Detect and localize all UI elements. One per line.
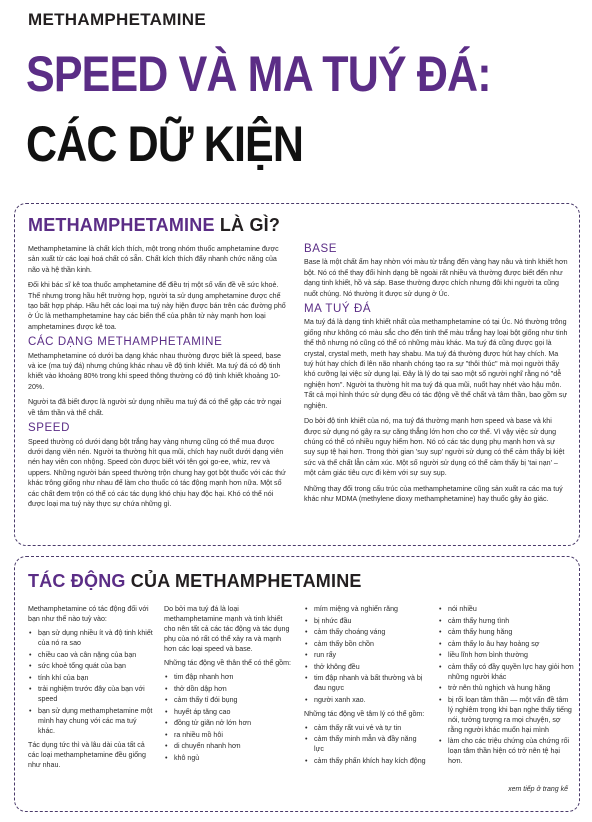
list-item: • run rẩy	[304, 650, 428, 660]
list-item: • cảm thấy hung hăng	[438, 627, 574, 637]
forms-paragraph-1: Methamphetamine có dưới ba dạng khác nhau thường được biết là speed, base và ice (ma tuý đá) nhưng chúng khác nhau về độ tinh khiết. Ma tuý đá có độ tinh khiết vào khoảng 80% trong khi speed thông thường có độ tinh khiết khoảng 10-20%.	[28, 351, 281, 391]
physical-effects-subheading: Những tác động về thân thể có thể gồm:	[164, 659, 292, 667]
list-item: • cảm thấy rất vui vẻ và tự tin	[304, 723, 428, 733]
list-item: • cảm thấy tỉ đói bụng	[164, 695, 292, 705]
list-item: • bạn sử dụng methamphetamine một mình hay chung với các ma tuý khác.	[28, 706, 154, 736]
effects-intro: Methamphetamine có tác động đối với bạn như thế nào tuỳ vào:	[28, 605, 149, 623]
continued-note: xem tiếp ở trang kế	[508, 786, 568, 793]
ice-paragraph-2: Do bởi độ tinh khiết của nó, ma tuý đá thường mạnh hơn speed và base và khi được sử dụng nó gây ra sự căng thẳng lớn hơn cho cơ thể. Vì vậy việc sử dụng chúng có thể có nhiều nguy hiểm hơn. Nó có các tác dụng phụ mạnh hơn và sự suy sụp tệ hại hơn. Trong thời gian 'suy sụp' người sử dụng có thể cảm thấy bị kiệt sức và thể chất lẫn cảm xúc. Một số người sử dụng có thể cảm thấy bị 'tai nạn' – một cảm giác tiêu cực đi kèm với sự suy sụp.	[304, 417, 565, 478]
speed-heading: SPEED	[28, 422, 70, 435]
effects-column-3	[304, 604, 428, 770]
list-item: • cảm thấy minh mẫn và đầy năng lực	[304, 734, 428, 754]
top-label: METHAMPHETAMINE	[28, 10, 206, 29]
effects-column-4	[438, 604, 574, 770]
ice-strength-paragraph: Do bởi ma tuý đá là loại methamphetamine mạnh và tinh khiết cho nên tất cả các tác động và tác dụng phụ của nó rất có thể xảy ra và mạnh hơn các loại speed và base.	[164, 605, 290, 653]
list-item: • cảm thấy có đầy quyền lực hay giỏi hơn những người khác	[438, 662, 574, 682]
factors-list	[28, 628, 154, 736]
what-is-heading-rest: LÀ GÌ?	[214, 215, 281, 235]
list-item: • cảm thấy choáng váng	[304, 627, 428, 637]
forms-heading: CÁC DẠNG METHAMPHETAMINE	[28, 336, 223, 349]
list-item: • liều lĩnh hơn bình thường	[438, 650, 574, 660]
what-is-heading-accent: METHAMPHETAMINE	[28, 215, 215, 235]
list-item: • cảm thấy hưng tình	[438, 616, 574, 626]
ice-paragraph-3: Những thay đổi trong cấu trúc của methamphetamine cũng sản xuất ra các ma tuý khác như MDMA (methylene dioxy methamphetamine) hay thuốc gây ảo giác.	[304, 484, 563, 503]
list-item: • đồng tử giãn nở lớn hơn	[164, 718, 292, 728]
list-item: • tim đập nhanh và bất thường và bị đau ngực	[304, 673, 428, 693]
list-item: • thở dồn dập hơn	[164, 684, 292, 694]
list-item: • làm cho các triệu chứng của chứng rối loạn tâm thần hiện có trở nên tệ hại hơn.	[438, 736, 574, 766]
effects-column-2	[164, 604, 292, 767]
list-item: • bạn sử dụng nhiều ít và độ tinh khiết của nó ra sao	[28, 628, 154, 648]
forms-paragraph-2: Người ta đã biết được là người sử dụng nhiều ma tuý đá có thể gặp các trở ngại về tâm thần và thể chất.	[28, 398, 282, 417]
page-title-line1: SPEED VÀ MA TUÝ ĐÁ:	[26, 46, 491, 102]
list-item: • trải nghiệm trước đây của bạn với speed	[28, 684, 154, 704]
list-item: • thở không đều	[304, 662, 428, 672]
base-paragraph: Base là một chất ẩm hay nhờn với màu từ trắng đến vàng hay nâu và tinh khiết hơn bột. Nó có thể thay đổi hình dạng bề ngoài rất nhiều và thường được biết đến như dạng tinh khiết, hồ và sáp. Base thường được chích nhưng đôi khi người ta cũng nuốt chúng. Nó thường ít được sử dụng ở Úc.	[304, 258, 568, 298]
list-item: • cảm thấy lo âu hay hoảng sợ	[438, 639, 574, 649]
effects-column-1	[28, 604, 154, 774]
psychological-effects-subheading: Những tác động về tâm lý có thể gồm:	[304, 709, 425, 718]
list-item: • khô ngủ	[164, 753, 292, 763]
list-item: • ra nhiều mồ hôi	[164, 730, 292, 740]
list-item: • cảm thấy phấn khích hay kích động	[304, 756, 428, 766]
effects-heading-accent: TÁC ĐỘNG	[28, 571, 126, 591]
effects-outro: Tác dụng tức thì và lâu dài của tất cả các loại methamphetamine đều giống như nhau.	[28, 740, 146, 769]
physical-effects-list-continued	[304, 604, 428, 705]
intro-paragraph-1: Methamphetamine là chất kích thích, một trong nhóm thuốc amphetamine được sản xuất từ các loại hoá chất có sẵn. Chất kích thích đẩy nhanh chức năng của não và hệ thần kinh.	[28, 245, 279, 274]
effects-heading-rest: CỦA METHAMPHETAMINE	[125, 571, 362, 591]
effects-heading	[28, 571, 362, 592]
list-item: • bị rối loạn tâm thần — một vấn đề tâm lý nghiêm trọng khi bạn nghe thấy tiếng nói, tưởng tượng ra mọi chuyện, sợ rằng người khác muốn hại mình	[438, 695, 574, 735]
list-item: • người xanh xao.	[304, 695, 428, 705]
what-is-left-column	[28, 244, 290, 514]
what-is-right-column	[304, 244, 568, 509]
psychological-effects-list-continued	[438, 604, 574, 766]
list-item: • di chuyển nhanh hơn	[164, 741, 292, 751]
what-is-heading	[28, 215, 280, 236]
ice-paragraph-1: Ma tuý đá là dạng tinh khiết nhất của methamphetamine có tại Úc. Nó thường trông giống như không có màu sắc cho đến tinh thể màu trắng hay loại bột giống như tinh thể thô nhưng nó cũng có thể có những màu khác. Ma tuý đá cũng được gọi là crystal, crystal meth, meth hay shabu. Ma tuý đá thường được hút hay chích. Ma tuý hút hay chích đi lên não nhanh chóng tạo ra sự "thôi thúc" mà mọi người thấy khó cưỡng lại việc sử dụng lại. Đây là lý do tại sao một số người nghĩ rằng nó "dễ nghiện hơn". Người ta thường hít ma tuý đá qua mũi, nuốt hay nhét vào hậu môn. Tất cả mọi hình thức sử dụng đều có tác động về thể chất và tâm thần, bao gồm sự nghiện.	[304, 318, 568, 410]
list-item: • bị nhức đầu	[304, 616, 428, 626]
list-item: • sức khoẻ tổng quát của bạn	[28, 661, 154, 671]
list-item: • cảm thấy bồn chồn	[304, 639, 428, 649]
ice-heading: MA TUÝ ĐÁ	[304, 303, 372, 316]
physical-effects-list	[164, 672, 292, 763]
list-item: • mím miệng và nghiến răng	[304, 604, 428, 614]
list-item: • trở nên thù nghịch và hung hăng	[438, 683, 574, 693]
page-title-line2: CÁC DỮ KIỆN	[26, 116, 304, 172]
list-item: • huyết áp tăng cao	[164, 707, 292, 717]
list-item: • tính khí của bạn	[28, 673, 154, 683]
psychological-effects-list	[304, 723, 428, 766]
speed-paragraph: Speed thường có dưới dạng bột trắng hay vàng nhưng cũng có thể mua được dưới dạng viên nén. Người ta thường hít qua mũi, chích hay nuốt dưới dạng viên nén hay viên con nhộng. Speed còn được biết với tên gọi go-ee, whiz, rev và uppers. Những người bán speed thường trộn chung hay gọt bột thuốc với các thứ khác trông giống như nhau để làm cho thuốc có tác động mạnh hơn nữa. Một số các chất đem trộn có thể có các tác dụng khó chịu hay độc hại. Khó có thể nói được loại ma tuý này thực sự chứa những gì.	[28, 437, 286, 508]
list-item: • nói nhiều	[438, 604, 574, 614]
intro-paragraph-2: Đối khi bác sĩ kê toa thuốc amphetamine để điều trị một số vấn đề về sức khoẻ. Thế nhưng trong hầu hết trường hợp, người ta sử dụng amphetamine được chế tạo bất hợp pháp. Hầu hết các loại ma tuý này hiện được bán trên các đường phố ở Úc là methamphetamine hay các biến thể của phân tử này mạnh hơn loại amphetamines được kê toa.	[28, 281, 286, 331]
list-item: • chiều cao và cân nặng của bạn	[28, 650, 154, 660]
base-heading: BASE	[304, 243, 338, 255]
list-item: • tim đập nhanh hơn	[164, 672, 292, 682]
